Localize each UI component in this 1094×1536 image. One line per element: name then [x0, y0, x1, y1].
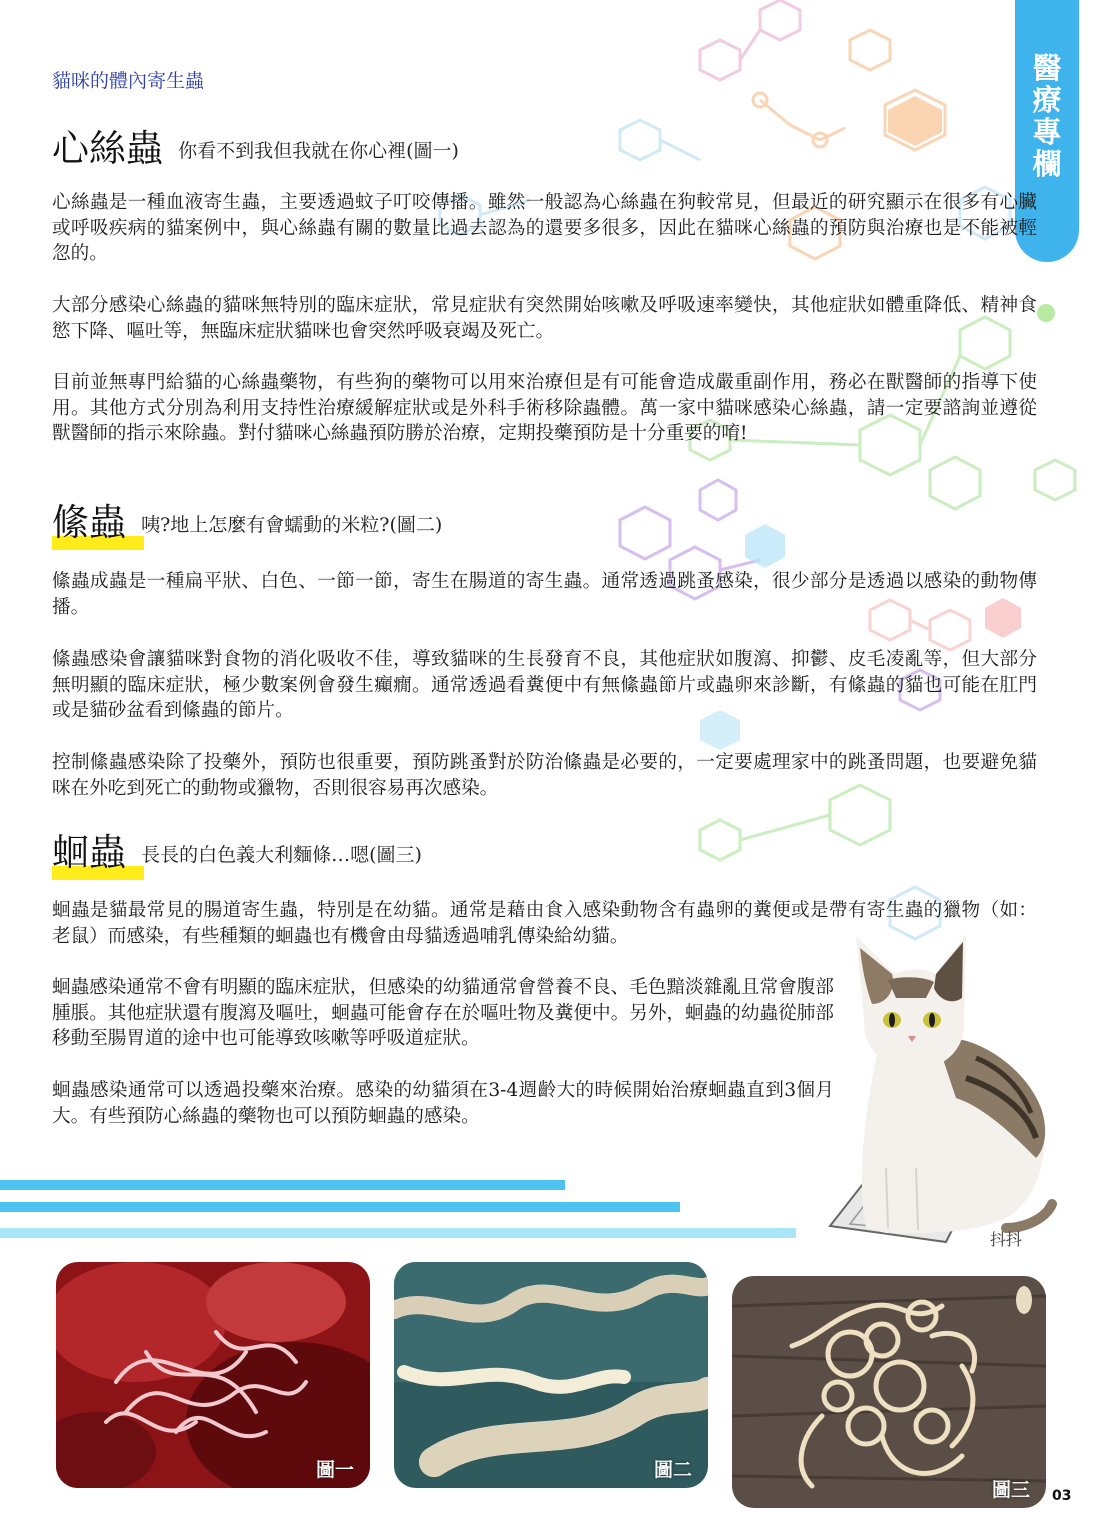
- tab-char-4: 欄: [1032, 147, 1062, 181]
- paragraph: 蛔蟲是貓最常見的腸道寄生蟲，特別是在幼貓。通常是藉由食入感染動物含有蟲卵的糞便或是帶有寄生蟲的獵物（如：老鼠）而感染，有些種類的蛔蟲也有機會由母貓透過哺乳傳染給幼貓。: [52, 900, 1037, 947]
- paragraph: 蛔蟲感染通常可以透過投藥來治療。感染的幼貓須在3-4週齡大的時候開始治療蛔蟲直到3個月大。有些預防心絲蟲的藥物也可以預防蛔蟲的感染。: [52, 1080, 834, 1127]
- paragraph: 蛔蟲感染通常不會有明顯的臨床症狀，但感染的幼貓通常會營養不良、毛色黯淡雜亂且常會腹部腫脹。其他症狀還有腹瀉及嘔吐，蛔蟲可能會存在於嘔吐物及糞便中。另外，蛔蟲的幼蟲從肺部移動至腸胃道的途中也可能導致咳嗽等呼吸道症狀。: [52, 977, 834, 1049]
- paragraph: 目前並無專門給貓的心絲蟲藥物，有些狗的藥物可以用來治療但是有可能會造成嚴重副作用，務必在獸醫師的指導下使用。其他方式分別為利用支持性治療緩解症狀或是外科手術移除蟲體。萬一家中貓咪感染心絲蟲，請一定要諮詢並遵從獸醫師的指示來除蟲。對付貓咪心絲蟲預防勝於治療，定期投藥預防是十分重要的唷!: [52, 372, 1037, 444]
- cat-caption: 抖抖: [990, 1230, 1023, 1249]
- section-title: 蛔蟲: [52, 831, 126, 874]
- section-subtitle: 長長的白色義大利麵條…嗯(圖三): [141, 844, 422, 866]
- section-title: 心絲蟲: [52, 127, 163, 170]
- section-heading-heartworm: [52, 126, 459, 172]
- section-subtitle: 你看不到我但我就在你心裡(圖一): [178, 140, 459, 162]
- divider-stripe: [0, 1202, 680, 1212]
- running-head: 貓咪的體內寄生蟲: [52, 70, 205, 92]
- section-title: 絛蟲: [52, 501, 126, 544]
- figure-caption: 圖一: [315, 1459, 354, 1481]
- figure-tapeworm-photo: [394, 1262, 708, 1488]
- figure-heartworm-photo: [56, 1262, 370, 1488]
- tab-char-3: 專: [1032, 115, 1062, 149]
- section-heading-roundworm: [52, 830, 422, 876]
- section-subtitle: 咦?地上怎麼有會蠕動的米粒?(圖二): [141, 514, 443, 536]
- column-tab-label: [1015, 52, 1079, 180]
- paragraph: 大部分感染心絲蟲的貓咪無特別的臨床症狀，常見症狀有突然開始咳嗽及呼吸速率變快，其他症狀如體重降低、精神食慾下降、嘔吐等，無臨床症狀貓咪也會突然呼吸衰竭及死亡。: [52, 295, 1037, 342]
- paragraph: 控制絛蟲感染除了投藥外，預防也很重要，預防跳蚤對於防治絛蟲是必要的，一定要處理家中的跳蚤問題，也要避免貓咪在外吃到死亡的動物或獵物，否則很容易再次感染。: [52, 752, 1037, 799]
- section-heading-tapeworm: [52, 500, 442, 546]
- figure-caption: 圖三: [991, 1479, 1030, 1501]
- figure-caption: 圖二: [653, 1459, 692, 1481]
- divider-stripe: [0, 1228, 796, 1238]
- figure-roundworm-photo: [732, 1276, 1046, 1508]
- tab-char-1: 醫: [1032, 51, 1062, 85]
- page-number: 03: [1052, 1488, 1072, 1504]
- tab-char-2: 療: [1032, 83, 1062, 117]
- divider-stripe: [0, 1180, 565, 1190]
- paragraph: 絛蟲感染會讓貓咪對食物的消化吸收不佳，導致貓咪的生長發育不良，其他症狀如腹瀉、抑鬱、皮毛凌亂等，但大部分無明顯的臨床症狀，極少數案例會發生癲癇。通常透過看糞便中有無絛蟲節片或蟲卵來診斷，有絛蟲的貓也可能在肛門或是貓砂盆看到絛蟲的節片。: [52, 649, 1037, 721]
- paragraph: 心絲蟲是一種血液寄生蟲，主要透過蚊子叮咬傳播。雖然一般認為心絲蟲在狗較常見，但最近的研究顯示在很多有心臟或呼吸疾病的貓案例中，與心絲蟲有關的數量比過去認為的還要多很多，因此在貓咪心絲蟲的預防與治療也是不能被輕忽的。: [52, 192, 1037, 264]
- paragraph: 絛蟲成蟲是一種扁平狀、白色、一節一節，寄生在腸道的寄生蟲。通常透過跳蚤感染，很少部分是透過以感染的動物傳播。: [52, 571, 1037, 618]
- cat-photo: [826, 928, 1058, 1246]
